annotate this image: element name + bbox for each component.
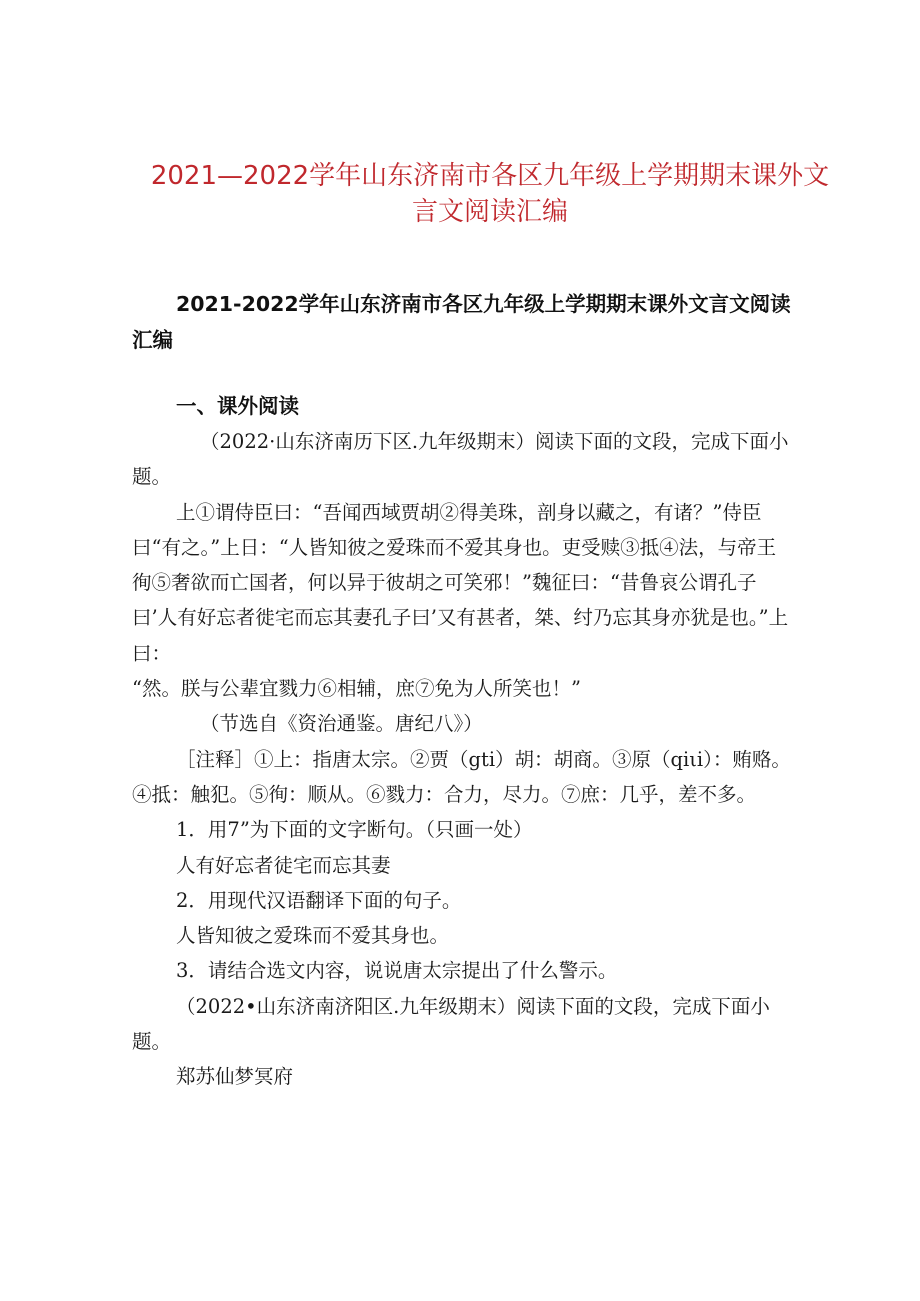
document-title: 2021—2022学年山东济南市各区九年级上学期期末课外文言文阅读汇编 — [150, 161, 830, 227]
paragraph-source-1: （2022·山东济南历下区.九年级期末）阅读下面的文段，完成下面小题。 — [132, 430, 789, 489]
paragraph-source-2: （2022•山东济南济阳区.九年级期末）阅读下面的文段，完成下面小题。 — [132, 994, 770, 1054]
paragraph-citation: （节选自《资治通鉴。唐纪八》） — [200, 712, 483, 736]
question-1: 1．用7”为下面的文字断句。（只画一处） — [176, 818, 533, 842]
section-heading: 一、课外阅读 — [176, 394, 299, 418]
document-body — [132, 424, 792, 1095]
question-2-text: 人皆知彼之爱珠而不爱其身也。 — [176, 924, 450, 948]
question-2: 2．用现代汉语翻译下面的句子。 — [176, 888, 462, 912]
document-subtitle: 2021-2022学年山东济南市各区九年级上学期期末课外文言文阅读汇编 — [132, 292, 791, 352]
question-1-text: 人有好忘者徒宅而忘其妻 — [176, 853, 391, 877]
passage-2-title: 郑苏仙梦冥府 — [176, 1065, 294, 1089]
paragraph-passage: 上①谓侍臣曰：“吾闻西域贾胡②得美珠，剖身以藏之，有诸？”侍臣曰“有之。”上日：“人皆知彼之爱珠而不爱其身也。吏受赎③抵④法，与帝王徇⑤奢欲而亡国者，何以异于彼胡之可笑邪！”魏征曰：“昔鲁哀公谓孔子曰’人有好忘者徙宅而忘其妻孔子曰’又有甚者，桀、纣乃忘其身亦犹是也。”上曰： — [132, 500, 789, 665]
paragraph-passage-end: “然。朕与公辈宜戮力⑥相辅，庶⑦免为人所笑也！” — [132, 677, 581, 701]
paragraph-notes: ［注释］①上：指唐太宗。②贾（gti）胡：胡商。③原（qiιi）：贿赂。④抵：触犯。⑤徇：顺从。⑥戮力：合力，尽力。⑦庶：几乎，差不多。 — [132, 747, 791, 806]
question-3: 3．请结合选文内容，说说唐太宗提出了什么警示。 — [176, 959, 618, 983]
